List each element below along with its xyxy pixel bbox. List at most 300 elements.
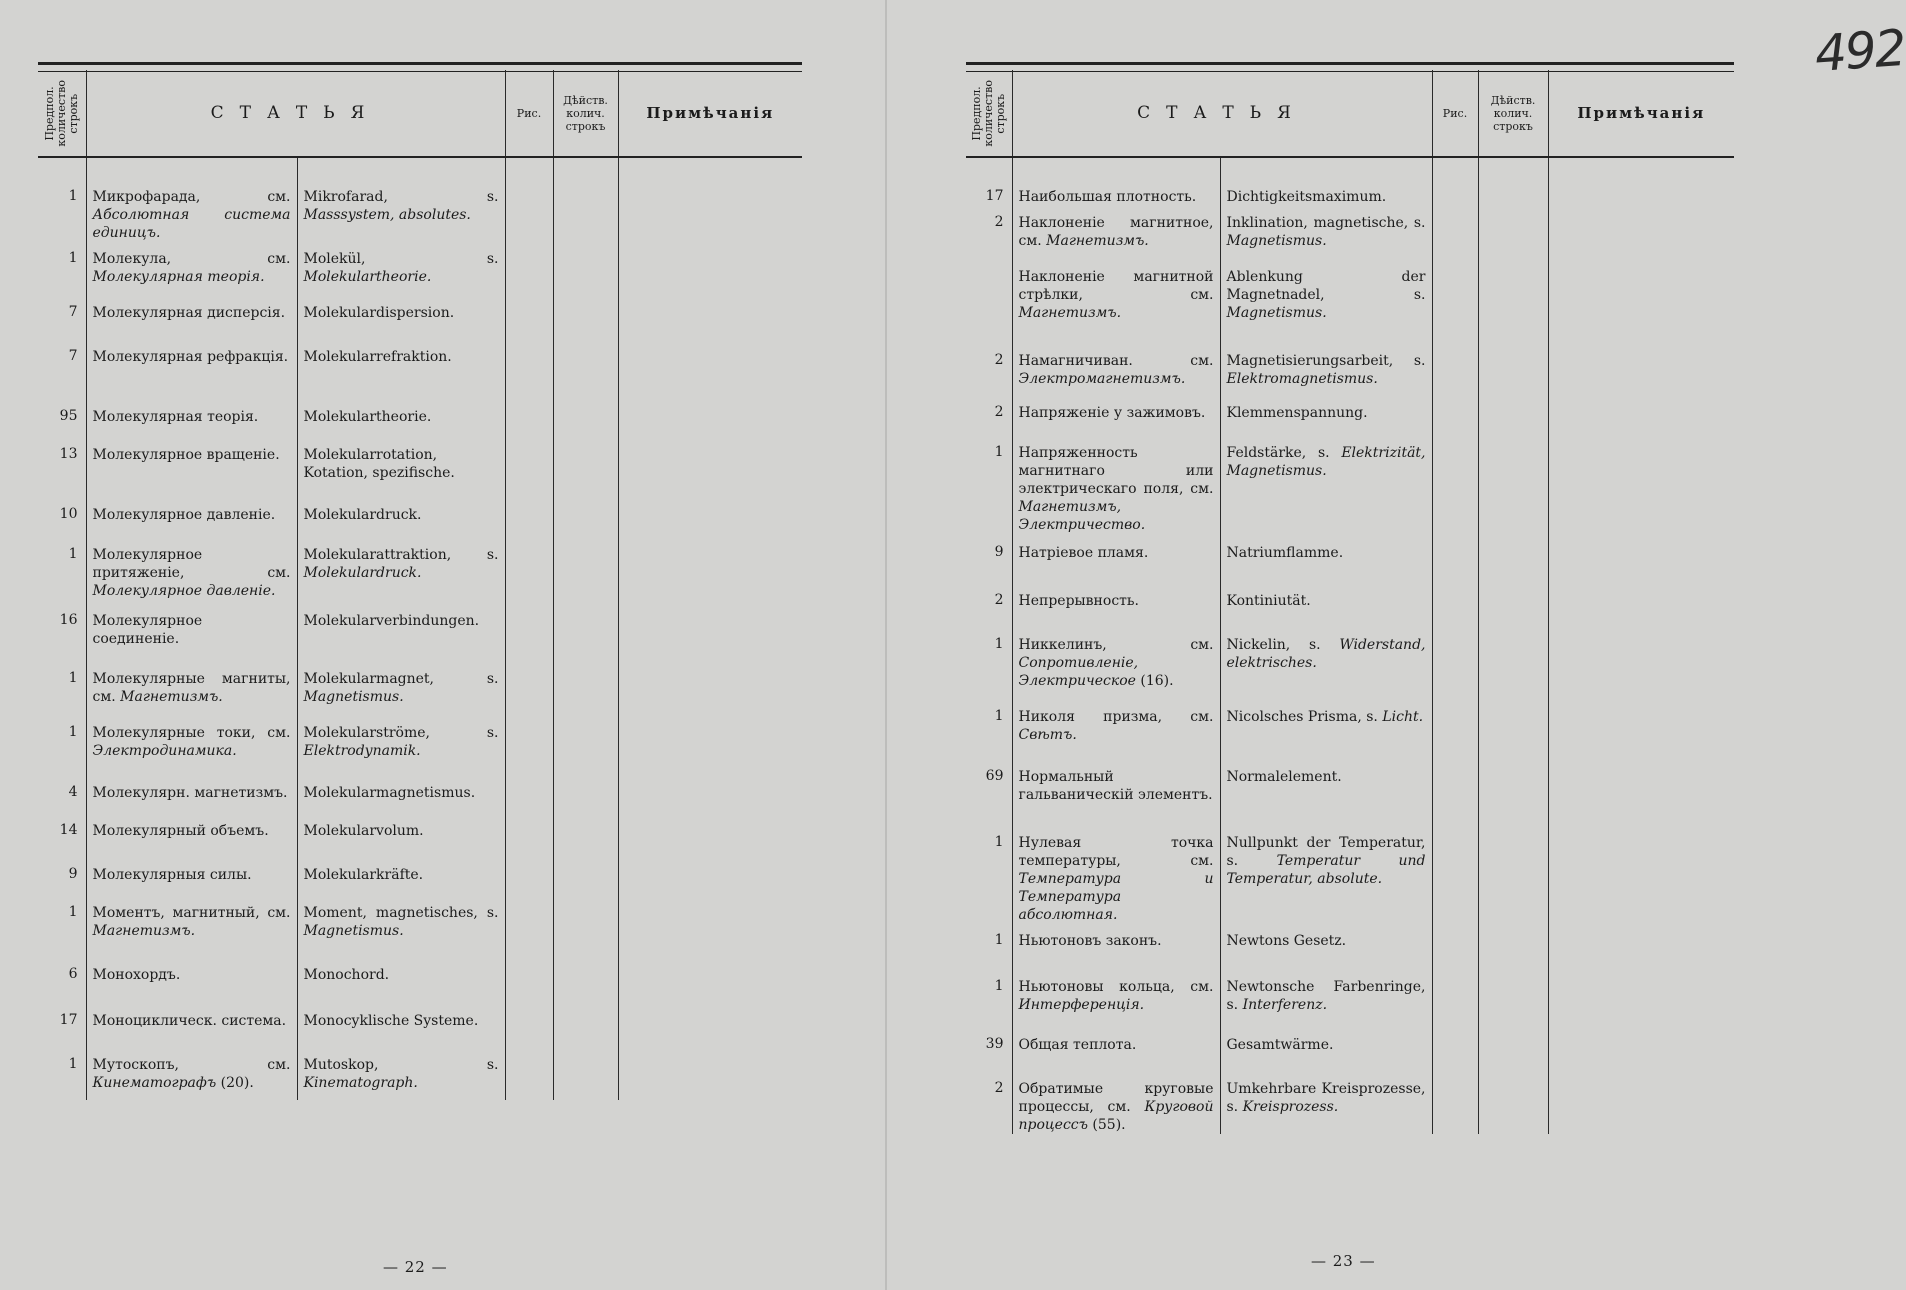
german-term: Nickelin, s.	[1226, 637, 1340, 653]
german-term-cell	[1220, 157, 1432, 206]
german-term: Kontiniutät.	[1226, 593, 1311, 609]
col-actual-lines: Дѣйств. колич. строкъ	[553, 70, 618, 157]
actual-lines-cell	[553, 498, 618, 538]
german-reference: Molekulardruck.	[303, 565, 422, 581]
figures-cell	[1432, 1028, 1478, 1072]
planned-lines-value: 1	[994, 932, 1004, 948]
actual-lines-cell	[1478, 436, 1548, 536]
figures-cell	[1432, 760, 1478, 826]
planned-lines-cell	[38, 858, 86, 896]
planned-lines-value: 6	[68, 966, 78, 982]
notes-cell	[1548, 396, 1734, 436]
figures-cell	[1432, 536, 1478, 584]
planned-lines-cell	[966, 157, 1012, 206]
actual-lines-cell	[1478, 826, 1548, 924]
german-term-cell	[297, 340, 505, 400]
planned-lines-value: 2	[994, 214, 1004, 230]
german-term-cell	[1220, 536, 1432, 584]
table-row	[38, 340, 802, 400]
col-actual-lines: Дѣйств. колич. строкъ	[1478, 70, 1548, 157]
german-term-cell	[297, 716, 505, 776]
actual-lines-cell	[553, 1048, 618, 1100]
notes-cell	[618, 776, 802, 814]
planned-lines-cell	[38, 157, 86, 242]
planned-lines-cell	[38, 814, 86, 858]
planned-lines-cell	[966, 436, 1012, 536]
russian-term-cell	[1012, 970, 1220, 1028]
planned-lines-value: 7	[68, 348, 78, 364]
german-term: Molekularströme, s.	[303, 725, 499, 741]
table-row	[966, 700, 1734, 760]
russian-reference: Молекулярное давленіе.	[92, 583, 276, 599]
planned-lines-value: 1	[68, 546, 78, 562]
planned-lines-cell	[38, 400, 86, 438]
russian-term: Обратимые круговые процессы, см.	[1018, 1081, 1214, 1115]
german-term: Molekül, s.	[303, 251, 499, 267]
table-row	[966, 970, 1734, 1028]
russian-term: Мутоскопъ, см.	[92, 1057, 291, 1073]
actual-lines-cell	[553, 296, 618, 340]
planned-lines-value: 1	[68, 1056, 78, 1072]
actual-lines-cell	[1478, 584, 1548, 628]
russian-reference: Кинематографъ	[92, 1075, 217, 1091]
figures-cell	[1432, 826, 1478, 924]
notes-cell	[1548, 157, 1734, 206]
german-term-cell	[1220, 206, 1432, 260]
actual-lines-cell	[553, 604, 618, 662]
planned-lines-cell	[38, 498, 86, 538]
russian-term-cell	[1012, 700, 1220, 760]
planned-lines-value: 39	[985, 1036, 1004, 1052]
german-term-cell	[1220, 970, 1432, 1028]
russian-term-cell	[86, 400, 297, 438]
notes-cell	[618, 1004, 802, 1048]
actual-lines-cell	[553, 438, 618, 498]
table-row	[38, 958, 802, 1004]
planned-lines-value: 95	[59, 408, 78, 424]
russian-reference: Электромагнетизмъ.	[1018, 371, 1186, 387]
german-term: Molekularrefraktion.	[303, 349, 452, 365]
german-term-cell	[1220, 344, 1432, 396]
table-row	[38, 776, 802, 814]
german-term: Nullpunkt der Temperatur, s.	[1226, 835, 1426, 869]
russian-term: Напряженіе у зажимовъ.	[1018, 405, 1206, 421]
notes-cell	[1548, 344, 1734, 396]
figures-cell	[1432, 436, 1478, 536]
russian-term: Молекулярное давленіе.	[92, 507, 276, 523]
actual-lines-cell	[553, 662, 618, 716]
figures-cell	[1432, 206, 1478, 260]
table-row	[38, 716, 802, 776]
notes-cell	[1548, 970, 1734, 1028]
german-reference: Temperatur und Temperatur, absolute.	[1226, 853, 1426, 887]
russian-term-cell	[86, 498, 297, 538]
german-term: Inklination, magnetische, s.	[1226, 215, 1426, 231]
german-term: Moment, magnetisches, s.	[303, 905, 499, 921]
notes-cell	[618, 400, 802, 438]
russian-term-cell	[1012, 344, 1220, 396]
russian-term-cell	[1012, 157, 1220, 206]
actual-lines-cell	[1478, 206, 1548, 260]
russian-term-cell	[86, 538, 297, 604]
col-notes: Примѣчанія	[618, 70, 802, 157]
page-number: — 22 —	[383, 1258, 448, 1276]
german-term-cell	[1220, 924, 1432, 970]
russian-term: Наклоненіе магнитное, см.	[1018, 215, 1214, 249]
table-row	[966, 760, 1734, 826]
actual-lines-cell	[1478, 1028, 1548, 1072]
actual-lines-cell	[1478, 536, 1548, 584]
russian-term: Ньютоновъ законъ.	[1018, 933, 1162, 949]
table-row	[966, 206, 1734, 260]
russian-term: Никкелинъ, см.	[1018, 637, 1214, 653]
planned-lines-value: 1	[994, 708, 1004, 724]
russian-tail: (55).	[1087, 1117, 1126, 1133]
planned-lines-value: 2	[994, 352, 1004, 368]
planned-lines-value: 1	[994, 834, 1004, 850]
russian-term: Нулевая точка температуры, см.	[1018, 835, 1214, 869]
russian-term: Моноциклическ. система.	[92, 1013, 287, 1029]
german-term: Monochord.	[303, 967, 390, 983]
planned-lines-value: 17	[985, 188, 1004, 204]
russian-term-cell	[1012, 436, 1220, 536]
german-term: Feldstärke, s.	[1226, 445, 1342, 461]
table-row	[966, 157, 1734, 206]
figures-cell	[505, 538, 553, 604]
planned-lines-cell	[966, 1028, 1012, 1072]
german-term-cell	[297, 296, 505, 340]
russian-reference: Сопротивленіе, Электрическое	[1018, 655, 1139, 689]
russian-term: Николя призма, см.	[1018, 709, 1214, 725]
planned-lines-value: 14	[59, 822, 78, 838]
planned-lines-cell	[966, 1072, 1012, 1134]
planned-lines-value: 1	[994, 444, 1004, 460]
planned-lines-value: 1	[994, 978, 1004, 994]
german-term: Dichtigkeitsmaximum.	[1226, 189, 1387, 205]
russian-reference: Электродинамика.	[92, 743, 237, 759]
table-row	[38, 296, 802, 340]
col-article: СТАТЬЯ	[1012, 70, 1432, 157]
figures-cell	[505, 296, 553, 340]
actual-lines-cell	[553, 157, 618, 242]
german-term-cell	[297, 958, 505, 1004]
german-reference: Magnetismus.	[1226, 305, 1327, 321]
russian-term-cell	[1012, 584, 1220, 628]
russian-term: Непрерывность.	[1018, 593, 1139, 609]
planned-lines-cell	[38, 604, 86, 662]
german-reference: Elektrizität, Magnetismus.	[1226, 445, 1426, 479]
table-row	[966, 628, 1734, 700]
russian-term-cell	[1012, 396, 1220, 436]
notes-cell	[1548, 826, 1734, 924]
planned-lines-cell	[38, 1004, 86, 1048]
planned-lines-value: 1	[68, 188, 78, 204]
russian-term-cell	[86, 814, 297, 858]
notes-cell	[618, 538, 802, 604]
russian-term: Моментъ, магнитный, см.	[92, 905, 291, 921]
russian-reference: Круговой процессъ	[1018, 1099, 1214, 1133]
planned-lines-value: 2	[994, 404, 1004, 420]
planned-lines-cell	[38, 958, 86, 1004]
german-term: Gesamtwärme.	[1226, 1037, 1334, 1053]
planned-lines-cell	[38, 896, 86, 958]
col-figures: Рис.	[505, 70, 553, 157]
russian-term-cell	[1012, 628, 1220, 700]
index-table-right	[966, 70, 1734, 1134]
german-term-cell	[1220, 826, 1432, 924]
russian-term-cell	[1012, 760, 1220, 826]
figures-cell	[505, 814, 553, 858]
notes-cell	[618, 157, 802, 242]
russian-term: Намагничиван. см.	[1018, 353, 1214, 369]
planned-lines-cell	[38, 1048, 86, 1100]
notes-cell	[1548, 1072, 1734, 1134]
russian-term: Молекулярн. магнетизмъ.	[92, 785, 288, 801]
actual-lines-cell	[553, 340, 618, 400]
col-planned-lines: Предпол. количество строкъ	[38, 70, 86, 157]
notes-cell	[618, 438, 802, 498]
german-term: Nicolsches Prisma, s.	[1226, 709, 1383, 725]
figures-cell	[1432, 970, 1478, 1028]
figures-cell	[505, 776, 553, 814]
planned-lines-value: 10	[59, 506, 78, 522]
actual-lines-cell	[553, 858, 618, 896]
russian-term-cell	[86, 776, 297, 814]
german-reference: Elektrodynamik.	[303, 743, 421, 759]
table-row	[966, 924, 1734, 970]
planned-lines-value: 16	[59, 612, 78, 628]
planned-lines-cell	[38, 776, 86, 814]
german-reference: Kinematograph.	[303, 1075, 418, 1091]
german-reference: Masssystem, absolutes.	[303, 207, 471, 223]
notes-cell	[618, 604, 802, 662]
german-reference: Kreisprozess.	[1242, 1099, 1339, 1115]
notes-cell	[618, 296, 802, 340]
planned-lines-cell	[966, 536, 1012, 584]
german-term-cell	[297, 896, 505, 958]
russian-term-cell	[86, 296, 297, 340]
actual-lines-cell	[1478, 700, 1548, 760]
planned-lines-cell	[966, 826, 1012, 924]
german-term-cell	[297, 498, 505, 538]
russian-reference: Молекулярная теорія.	[92, 269, 265, 285]
planned-lines-cell	[38, 242, 86, 296]
russian-term-cell	[86, 896, 297, 958]
german-term-cell	[297, 400, 505, 438]
planned-lines-value: 1	[68, 670, 78, 686]
german-term-cell	[1220, 584, 1432, 628]
russian-reference: Магнетизмъ.	[120, 689, 223, 705]
figures-cell	[505, 157, 553, 242]
notes-cell	[1548, 924, 1734, 970]
table-row	[966, 396, 1734, 436]
notes-cell	[618, 242, 802, 296]
planned-lines-value: 17	[59, 1012, 78, 1028]
figures-cell	[505, 858, 553, 896]
russian-term: Молекулярная дисперсія.	[92, 305, 286, 321]
page-number: — 23 —	[1311, 1252, 1376, 1270]
german-term: Molekulardruck.	[303, 507, 422, 523]
german-term-cell	[1220, 628, 1432, 700]
russian-term: Молекулярная рефракція.	[92, 349, 289, 365]
planned-lines-cell	[966, 700, 1012, 760]
notes-cell	[1548, 700, 1734, 760]
german-term: Mutoskop, s.	[303, 1057, 499, 1073]
russian-term-cell	[86, 242, 297, 296]
actual-lines-cell	[1478, 1072, 1548, 1134]
notes-cell	[618, 340, 802, 400]
german-term: Molekulardispersion.	[303, 305, 455, 321]
planned-lines-cell	[966, 584, 1012, 628]
col-figures: Рис.	[1432, 70, 1478, 157]
german-term-cell	[297, 662, 505, 716]
german-term-cell	[297, 1004, 505, 1048]
russian-term: Молекулярное соединеніе.	[92, 613, 203, 647]
russian-reference: Магнетизмъ, Электричество.	[1018, 499, 1146, 533]
german-reference: Interferenz.	[1242, 997, 1328, 1013]
actual-lines-cell	[1478, 628, 1548, 700]
german-term: Molekularmagnetismus.	[303, 785, 476, 801]
russian-term-cell	[86, 604, 297, 662]
table-row	[38, 1048, 802, 1100]
russian-term: Молекулярный объемъ.	[92, 823, 269, 839]
german-reference: Magnetismus.	[303, 689, 404, 705]
actual-lines-cell	[553, 1004, 618, 1048]
actual-lines-cell	[1478, 344, 1548, 396]
table-row	[966, 436, 1734, 536]
russian-term-cell	[86, 157, 297, 242]
german-term-cell	[1220, 436, 1432, 536]
planned-lines-value: 1	[68, 250, 78, 266]
figures-cell	[1432, 924, 1478, 970]
figures-cell	[505, 242, 553, 296]
german-term-cell	[297, 814, 505, 858]
german-reference: Magnetismus.	[303, 923, 404, 939]
notes-cell	[1548, 628, 1734, 700]
russian-term-cell	[86, 438, 297, 498]
russian-tail: (16).	[1135, 673, 1174, 689]
russian-term-cell	[86, 340, 297, 400]
german-term-cell	[297, 438, 505, 498]
figures-cell	[1432, 584, 1478, 628]
notes-cell	[618, 814, 802, 858]
german-reference: Widerstand, elektrisches.	[1226, 637, 1426, 671]
russian-term-cell	[1012, 260, 1220, 344]
notes-cell	[618, 1048, 802, 1100]
german-term: Normalelement.	[1226, 769, 1342, 785]
handwritten-page-number: 492	[1813, 18, 1906, 84]
planned-lines-cell	[38, 438, 86, 498]
planned-lines-value: 9	[994, 544, 1004, 560]
planned-lines-value: 2	[994, 1080, 1004, 1096]
book-gutter	[885, 0, 887, 1290]
actual-lines-cell	[553, 538, 618, 604]
actual-lines-cell	[553, 716, 618, 776]
notes-cell	[618, 958, 802, 1004]
table-row	[38, 242, 802, 296]
table-row	[966, 1072, 1734, 1134]
german-term-cell	[1220, 1072, 1432, 1134]
index-table-left	[38, 70, 802, 1100]
russian-term-cell	[86, 716, 297, 776]
figures-cell	[1432, 1072, 1478, 1134]
col-planned-lines: Предпол. количество строкъ	[966, 70, 1012, 157]
table-row	[966, 344, 1734, 396]
actual-lines-cell	[553, 242, 618, 296]
russian-term-cell	[1012, 1028, 1220, 1072]
russian-term: Наклоненіе магнитной стрѣлки, см.	[1018, 269, 1214, 303]
figures-cell	[1432, 628, 1478, 700]
table-row	[38, 1004, 802, 1048]
actual-lines-cell	[1478, 396, 1548, 436]
german-reference: Magnetismus.	[1226, 233, 1327, 249]
planned-lines-cell	[38, 538, 86, 604]
figures-cell	[505, 958, 553, 1004]
figures-cell	[505, 340, 553, 400]
german-term: Umkehrbare Kreisprozesse, s.	[1226, 1081, 1426, 1115]
notes-cell	[618, 858, 802, 896]
actual-lines-cell	[1478, 260, 1548, 344]
german-term: Newtons Gesetz.	[1226, 933, 1347, 949]
table-row	[966, 260, 1734, 344]
figures-cell	[1432, 396, 1478, 436]
table-row	[38, 604, 802, 662]
russian-term-cell	[1012, 206, 1220, 260]
russian-term: Молекулярное вращеніе.	[92, 447, 280, 463]
actual-lines-cell	[1478, 760, 1548, 826]
german-term-cell	[1220, 760, 1432, 826]
german-term-cell	[1220, 700, 1432, 760]
figures-cell	[1432, 344, 1478, 396]
planned-lines-cell	[966, 206, 1012, 260]
actual-lines-cell	[553, 776, 618, 814]
russian-term-cell	[1012, 1072, 1220, 1134]
planned-lines-value: 13	[59, 446, 78, 462]
german-term: Newtonsche Farbenringe, s.	[1226, 979, 1426, 1013]
planned-lines-value: 1	[994, 636, 1004, 652]
actual-lines-cell	[1478, 924, 1548, 970]
planned-lines-value: 7	[68, 304, 78, 320]
german-term-cell	[297, 157, 505, 242]
planned-lines-value: 1	[68, 724, 78, 740]
planned-lines-cell	[38, 296, 86, 340]
figures-cell	[505, 716, 553, 776]
actual-lines-cell	[1478, 157, 1548, 206]
planned-lines-cell	[966, 396, 1012, 436]
russian-reference: Интерференція.	[1018, 997, 1145, 1013]
notes-cell	[618, 662, 802, 716]
table-row	[38, 498, 802, 538]
planned-lines-value: 4	[68, 784, 78, 800]
figures-cell	[505, 438, 553, 498]
notes-cell	[1548, 260, 1734, 344]
notes-cell	[1548, 536, 1734, 584]
table-row	[38, 400, 802, 438]
russian-term: Наибольшая плотность.	[1018, 189, 1197, 205]
col-notes: Примѣчанія	[1548, 70, 1734, 157]
russian-term: Натріевое пламя.	[1018, 545, 1149, 561]
planned-lines-cell	[966, 760, 1012, 826]
table-row	[38, 896, 802, 958]
planned-lines-cell	[966, 344, 1012, 396]
planned-lines-value: 69	[985, 768, 1004, 784]
russian-term-cell	[86, 958, 297, 1004]
german-reference: Licht.	[1382, 709, 1424, 725]
planned-lines-cell	[966, 260, 1012, 344]
notes-cell	[618, 896, 802, 958]
russian-term: Молекула, см.	[92, 251, 291, 267]
german-term-cell	[297, 776, 505, 814]
